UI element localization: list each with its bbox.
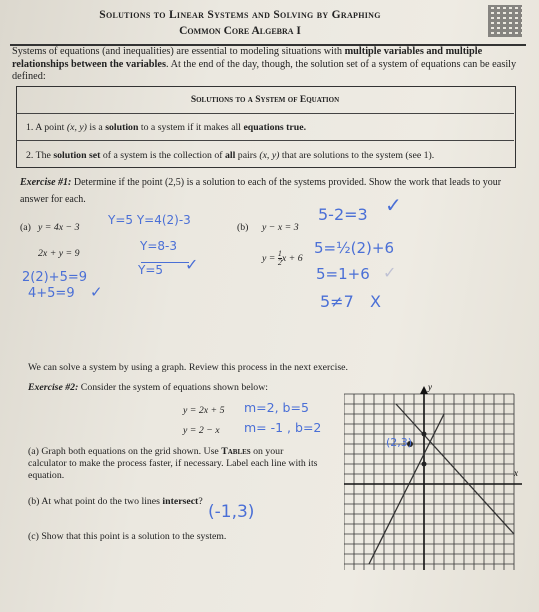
coordinate-grid[interactable] — [344, 384, 524, 570]
box-divider — [16, 140, 514, 141]
checkmark-icon: ✓ — [185, 255, 199, 274]
page-subtitle: Common Core Algebra I — [179, 25, 301, 37]
exercise-2-part-c: (c) Show that this point is a solution to the system. — [28, 531, 227, 542]
def2-bold: all — [225, 150, 236, 161]
part-a-eq2: 2x + y = 9 — [38, 248, 80, 259]
def2-text: of a system is the collection of — [100, 150, 226, 161]
exercise-2-lead: We can solve a system by using a graph. Review this process in the next exercise. — [28, 362, 348, 373]
handwriting-graph-label: (2,3) — [386, 436, 413, 449]
exercise-2-prompt — [28, 382, 268, 393]
handwriting-b4: 5≠7 — [320, 292, 354, 311]
intro-text-2: . At the end of the day, though, the solution set of a system of equations can be easily defined: — [12, 58, 517, 82]
tables-keyword: Tables — [221, 446, 251, 457]
def1-bold: solution — [105, 122, 139, 133]
def2-text: pairs — [235, 150, 260, 161]
exercise-2-part-a — [28, 446, 324, 482]
part-b-text: ? — [198, 496, 203, 507]
part-a-label: (a) — [20, 222, 31, 233]
handwriting-slope2: m= -1 , b=2 — [244, 420, 322, 435]
handwriting-a5: 4+5=9 — [28, 286, 75, 301]
x-axis-label: x — [514, 468, 518, 478]
part-b-eq2 — [262, 250, 303, 267]
def1-var: (x, y) — [66, 122, 87, 133]
box-divider — [16, 113, 514, 114]
y-intercept-point — [422, 462, 427, 467]
handwriting-a1: Y=5 Y=4(2)-3 — [108, 213, 191, 227]
intro-paragraph — [12, 46, 524, 84]
part-b-eq2-post: x + 6 — [281, 252, 303, 264]
intro-bold: multiple variables and multiple relationships between the variables — [12, 46, 483, 70]
fraction-num: 1 — [277, 249, 282, 258]
exercise-2-text: Consider the system of equations shown below: — [78, 382, 269, 393]
handwriting-a2: Y=8-3 — [140, 239, 177, 253]
handwriting-b3: 5=1+6 — [316, 265, 370, 283]
part-a-text: on your calculator to make the process faster, if necessary. Label each line with its equation. — [28, 446, 318, 481]
y-axis-arrow-icon — [420, 386, 428, 394]
fraction-den: 2 — [277, 258, 282, 267]
handwriting-slope1: m=2, b=5 — [244, 400, 309, 415]
handwriting-b2: 5=½(2)+6 — [314, 239, 395, 257]
definition-2 — [26, 150, 434, 161]
qr-code-icon — [488, 5, 522, 37]
intro-text-1: Systems of equations (and inequalities) are essential to modeling situations with — [12, 46, 345, 57]
faint-checkmark-icon: ✓ — [383, 263, 397, 282]
system-eq2: y = 2 − x — [183, 425, 220, 436]
definition-1 — [26, 122, 306, 133]
checkmark-icon: ✓ — [90, 283, 103, 301]
part-a-text: (a) Graph both equations on the grid shown. Use — [28, 446, 222, 457]
y-intercept-point — [422, 432, 427, 437]
part-b-eq1: y − x = 3 — [262, 222, 299, 233]
def2-bold: solution set — [53, 150, 101, 161]
part-b-label: (b) — [237, 222, 249, 233]
exercise-1-prompt — [20, 174, 520, 208]
def2-text: that are solutions to the system (see 1). — [279, 150, 435, 161]
exercise-2-part-b — [28, 496, 203, 507]
exercise-1-text: Determine if the point (2,5) is a solution to each of the systems provided. Show the work that leads to your answer for each. — [20, 177, 502, 205]
y-axis-label: y — [428, 384, 432, 392]
handwriting-answer: (-1,3) — [208, 502, 255, 522]
exercise-1-label: Exercise #1: — [20, 177, 72, 188]
def1-bold: equations true. — [243, 122, 307, 133]
page-title: Solutions to Linear Systems and Solving by Graphing — [99, 9, 381, 21]
def1-text: is a — [86, 122, 106, 133]
system-eq1: y = 2x + 5 — [183, 405, 225, 416]
handwriting-a4: 2(2)+5=9 — [22, 270, 88, 285]
def2-text: 2. The — [26, 150, 54, 161]
handwriting-b1: 5-2=3 — [318, 205, 368, 224]
part-b-bold: intersect — [162, 496, 199, 507]
def1-text: 1. A point — [26, 122, 67, 133]
grid-lines — [344, 394, 514, 570]
part-b-eq2-pre: y = — [262, 252, 278, 264]
exercise-2-label: Exercise #2: — [28, 382, 79, 393]
definitions-box-title: Solutions to a System of Equation — [190, 95, 340, 105]
def2-var: (x, y) — [259, 150, 280, 161]
part-b-text: (b) At what point do the two lines — [28, 496, 163, 507]
part-a-eq1: y = 4x − 3 — [38, 222, 80, 233]
checkmark-icon: ✓ — [385, 193, 402, 217]
handwriting-underline — [141, 262, 189, 263]
handwriting-a3: Y=5 — [138, 263, 164, 277]
cross-mark-icon: X — [370, 292, 381, 311]
def1-text: to a system if it makes all — [138, 122, 244, 133]
